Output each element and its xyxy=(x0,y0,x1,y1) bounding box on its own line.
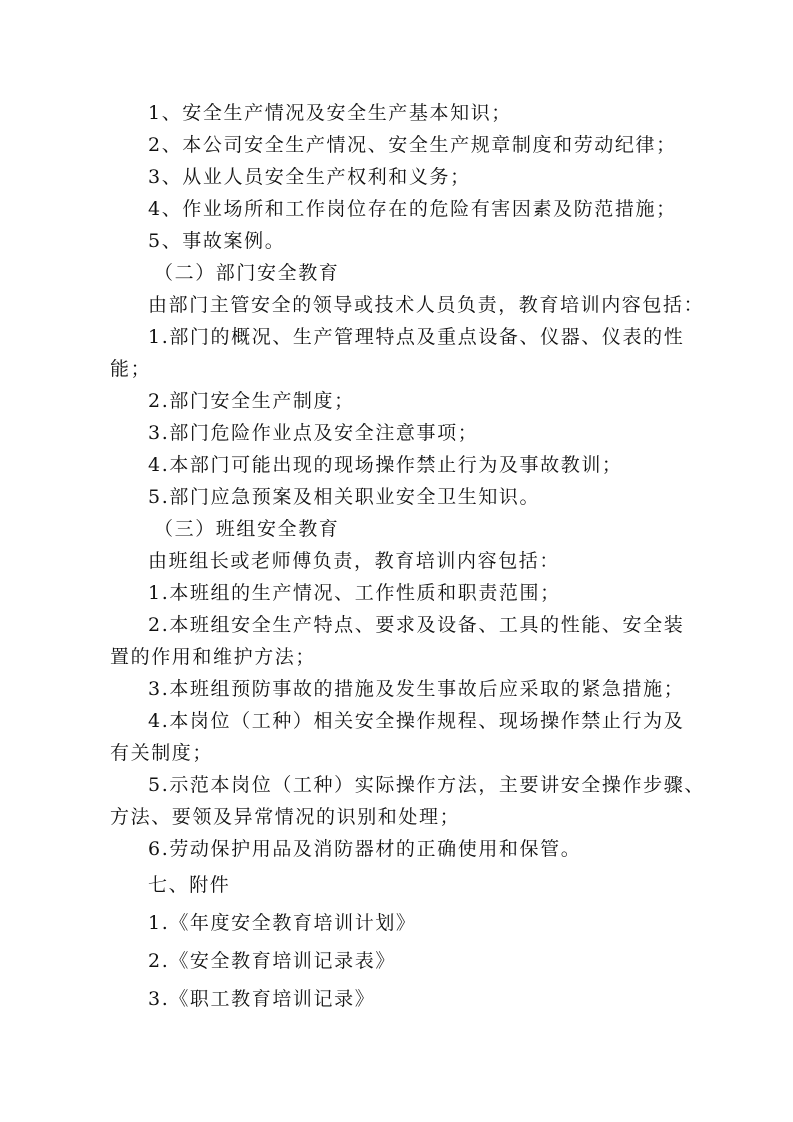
list-item: 2.部门安全生产制度； xyxy=(148,390,355,412)
list-item: 4.本部门可能出现的现场操作禁止行为及事故教训； xyxy=(148,454,623,476)
list-item-continuation: 能； xyxy=(110,358,152,380)
list-item: 5.示范本岗位（工种）实际操作方法，主要讲安全操作步骤、 xyxy=(148,774,705,796)
list-item-continuation: 置的作用和维护方法； xyxy=(110,646,317,668)
list-item: 1、安全生产情况及安全生产基本知识； xyxy=(148,102,512,124)
attachment-item: 1.《年度安全教育培训计划》 xyxy=(148,912,417,934)
attachment-item: 2.《安全教育培训记录表》 xyxy=(148,950,396,972)
list-item: 3.部门危险作业点及安全注意事项； xyxy=(148,422,479,444)
section-heading-dept: （二）部门安全教育 xyxy=(154,262,340,284)
list-item: 4、作业场所和工作岗位存在的危险有害因素及防范措施； xyxy=(148,198,677,220)
list-item: 3、从业人员安全生产权利和义务； xyxy=(148,166,471,188)
section-heading-team: （三）班组安全教育 xyxy=(154,518,340,540)
list-item: 4.本岗位（工种）相关安全操作规程、现场操作禁止行为及 xyxy=(148,710,685,732)
list-item: 1.部门的概况、生产管理特点及重点设备、仪器、仪表的性 xyxy=(148,326,685,348)
attachment-item: 3.《职工教育培训记录》 xyxy=(148,988,376,1010)
section-heading-attachments: 七、附件 xyxy=(148,874,231,896)
list-item: 2.本班组安全生产特点、要求及设备、工具的性能、安全装 xyxy=(148,614,685,636)
list-item: 6.劳动保护用品及消防器材的正确使用和保管。 xyxy=(148,838,582,860)
paragraph: 由班组长或老师傅负责，教育培训内容包括： xyxy=(148,550,561,572)
list-item: 5.部门应急预案及相关职业安全卫生知识。 xyxy=(148,486,541,508)
list-item: 5、事故案例。 xyxy=(148,230,286,252)
list-item-continuation: 有关制度； xyxy=(110,742,214,764)
list-item: 2、本公司安全生产情况、安全生产规章制度和劳动纪律； xyxy=(148,134,677,156)
list-item: 3.本班组预防事故的措施及发生事故后应采取的紧急措施； xyxy=(148,678,685,700)
paragraph: 由部门主管安全的领导或技术人员负责，教育培训内容包括： xyxy=(148,294,705,316)
list-item-continuation: 方法、要领及异常情况的识别和处理； xyxy=(110,806,461,828)
list-item: 1.本班组的生产情况、工作性质和职责范围； xyxy=(148,582,561,604)
